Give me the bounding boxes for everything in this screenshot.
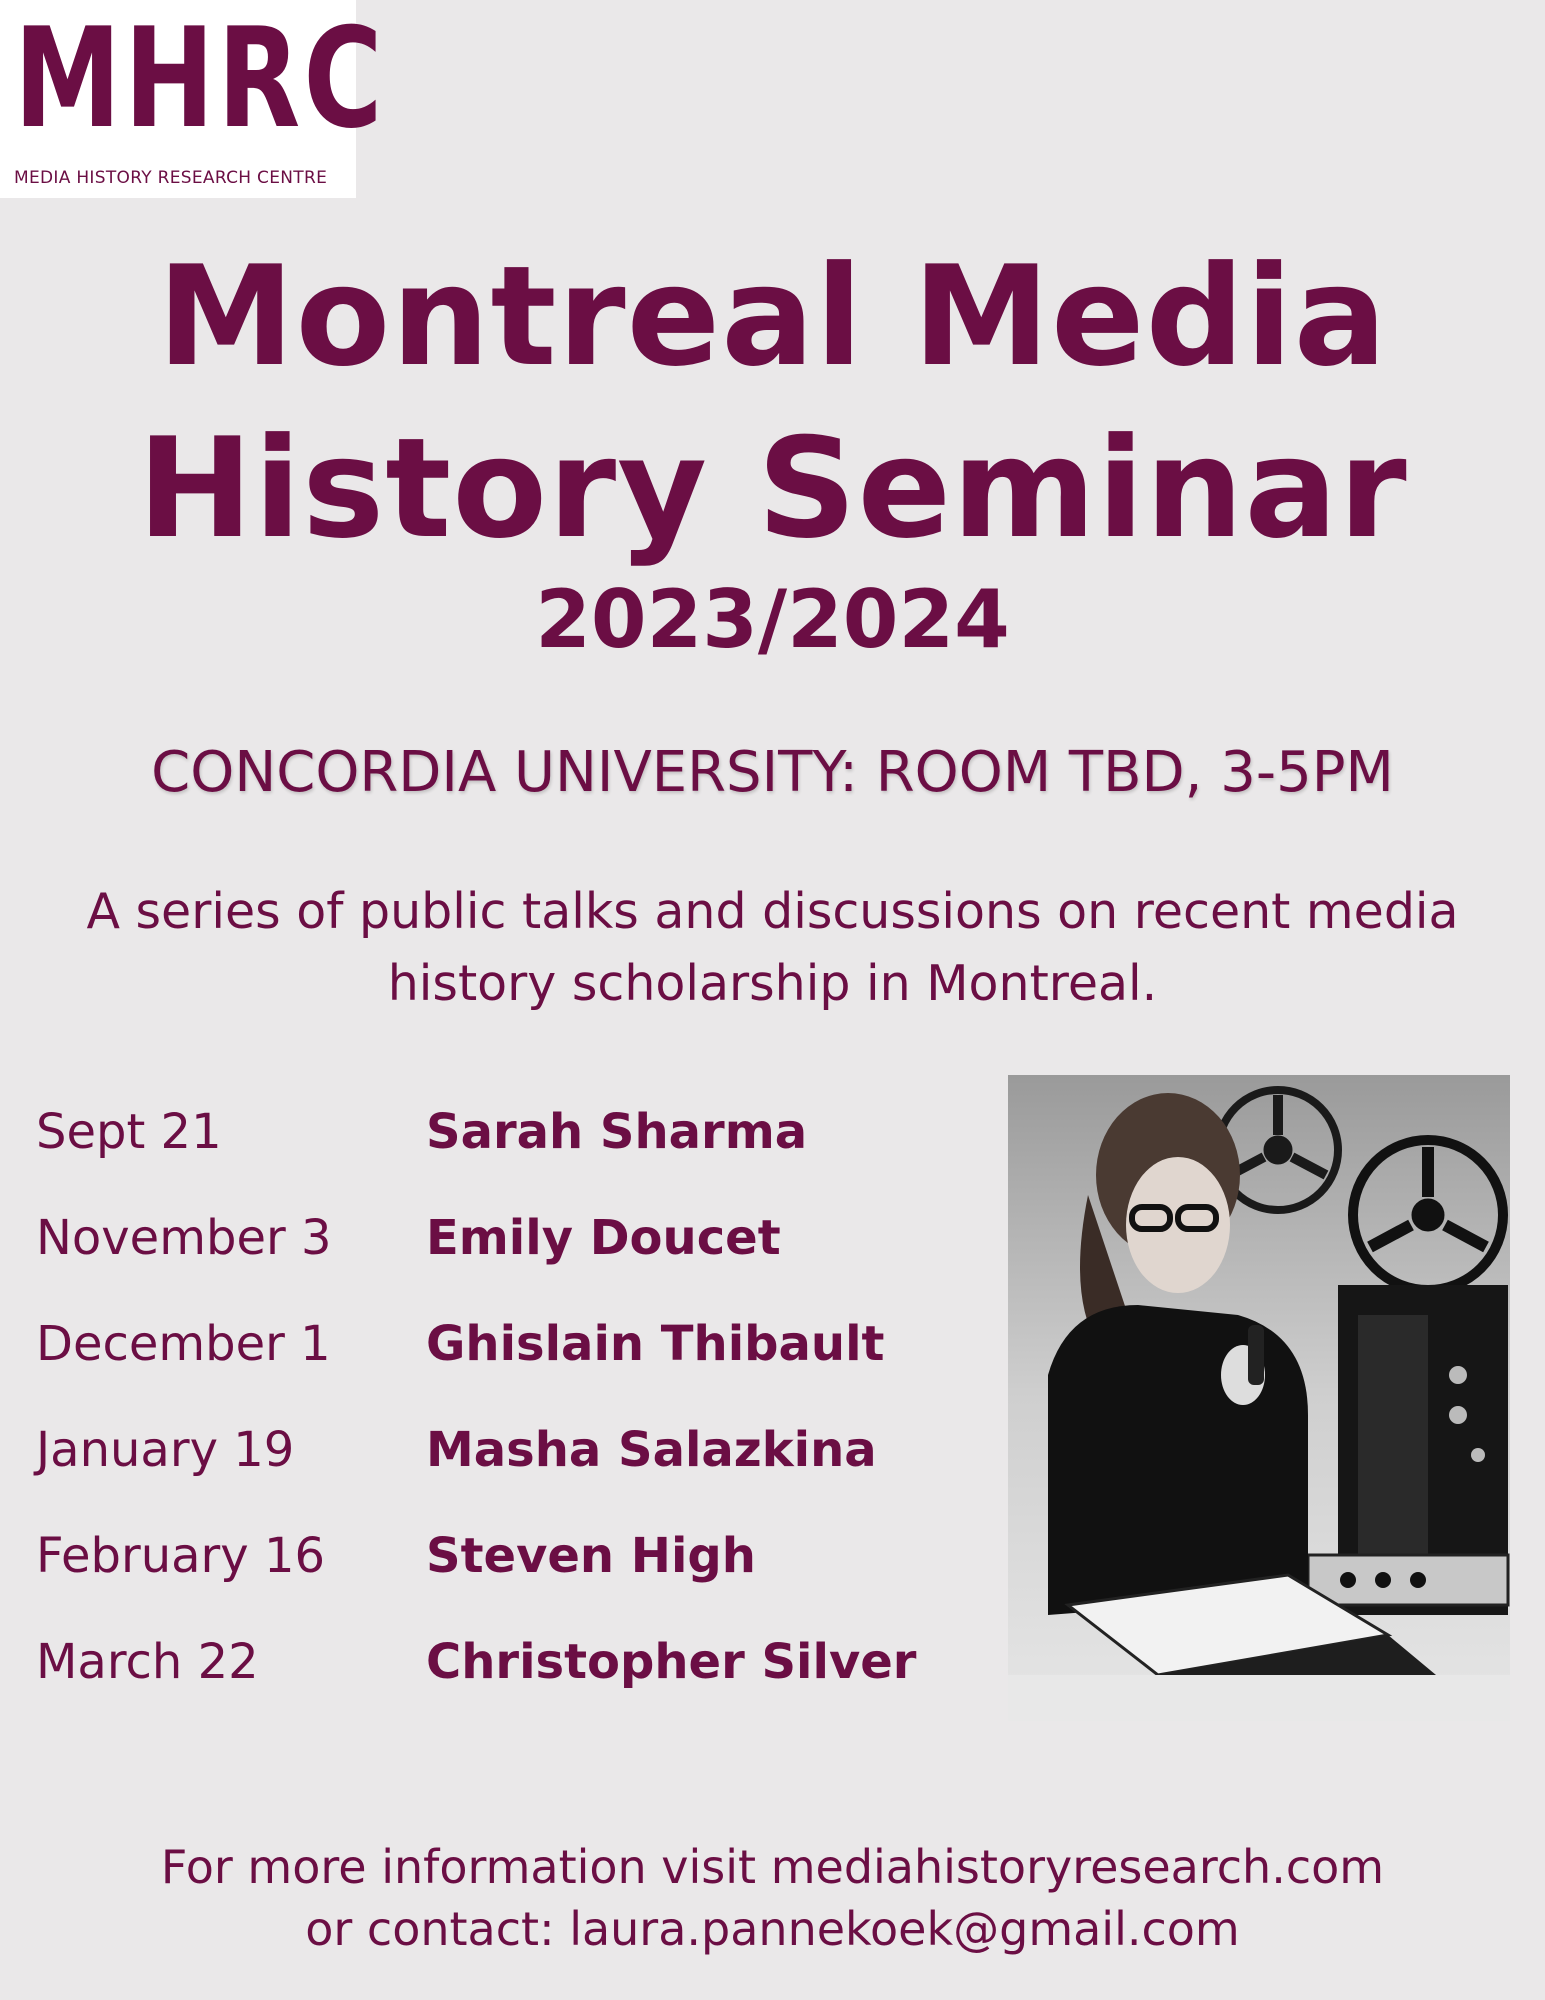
schedule-date: December 1 (36, 1316, 331, 1372)
schedule-row (36, 1309, 976, 1415)
logo-subtitle: MEDIA HISTORY RESEARCH CENTRE (14, 168, 328, 188)
year-heading: 2023/2024 (535, 573, 1010, 666)
page-title-line-1: Montreal Media (157, 236, 1388, 397)
archival-photo (1008, 1075, 1510, 1721)
description: A series of public talks and discussions on recent media history scholarship in Montreal. (86, 883, 1459, 1012)
footer (0, 1836, 1545, 1960)
schedule-date: March 22 (36, 1634, 259, 1690)
schedule-speaker: Sarah Sharma (426, 1104, 808, 1160)
schedule-speaker: Steven High (426, 1528, 756, 1584)
schedule-row (36, 1521, 976, 1627)
schedule (36, 1097, 976, 1733)
schedule-speaker: Masha Salazkina (426, 1422, 877, 1478)
schedule-date: January 19 (36, 1422, 295, 1478)
location-line: CONCORDIA UNIVERSITY: ROOM TBD, 3-5PM (151, 740, 1394, 805)
schedule-speaker: Emily Doucet (426, 1210, 781, 1266)
schedule-row (36, 1415, 976, 1521)
schedule-date: Sept 21 (36, 1104, 222, 1160)
schedule-row (36, 1203, 976, 1309)
footer-contact-line: or contact: laura.pannekoek@gmail.com (305, 1902, 1240, 1956)
schedule-speaker: Christopher Silver (426, 1634, 917, 1690)
logo (0, 0, 386, 198)
schedule-row (36, 1627, 976, 1733)
schedule-date: November 3 (36, 1210, 332, 1266)
page-title-line-2: History Seminar (137, 408, 1408, 569)
logo-mark: MHRC (14, 0, 386, 159)
schedule-row (36, 1097, 976, 1203)
schedule-speaker: Ghislain Thibault (426, 1316, 885, 1372)
schedule-date: February 16 (36, 1528, 326, 1584)
footer-website-line: For more information visit mediahistoryresearch.com (160, 1840, 1385, 1894)
